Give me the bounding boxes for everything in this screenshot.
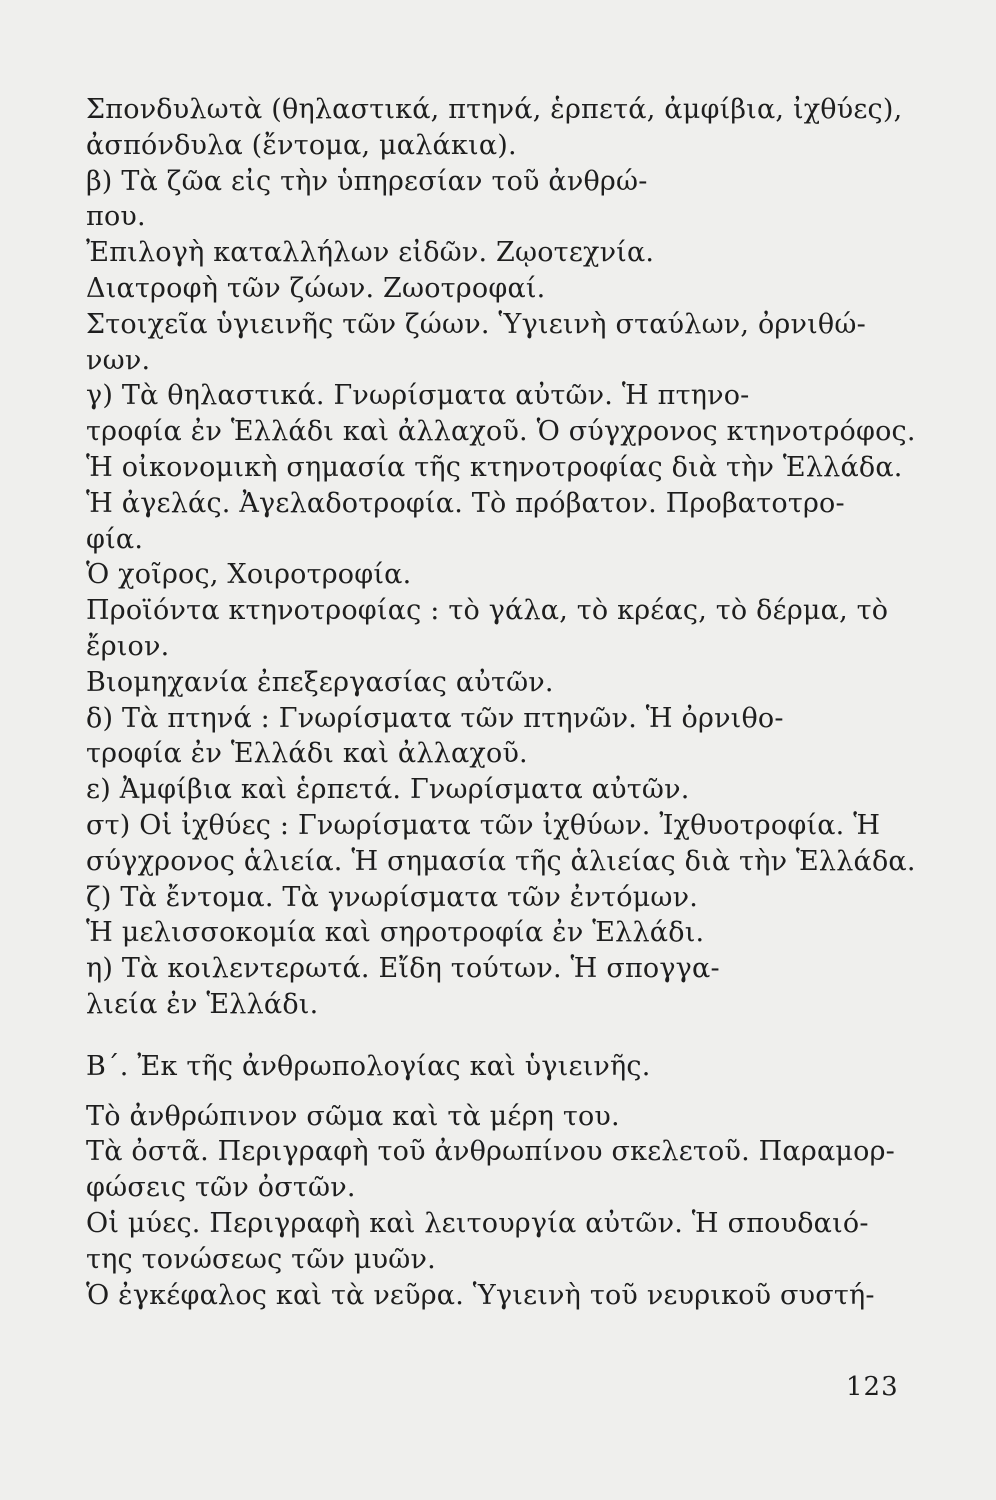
- text-line: Ἡ ἀγελάς. Ἀγελαδοτροφία. Τὸ πρόβατον. Προβατοτρο-: [86, 487, 845, 519]
- text-line: Διατροφὴ τῶν ζώων. Ζωοτροφαί.: [86, 272, 546, 304]
- text-line: Τὰ ὀστᾶ. Περιγραφὴ τοῦ ἀνθρωπίνου σκελετοῦ. Παραμορ-: [86, 1136, 895, 1168]
- text-line: Ὁ χοῖρος, Χοιροτροφία.: [86, 559, 412, 591]
- text-line: β) Τὰ ζῶα εἰς τὴν ὑπηρεσίαν τοῦ ἀνθρώ-: [86, 165, 648, 197]
- text-line: Ἡ οἰκονομικὴ σημασία τῆς κτηνοτροφίας διὰ τὴν Ἑλλάδα.: [86, 451, 903, 483]
- text-line: Προϊόντα κτηνοτροφίας : τὸ γάλα, τὸ κρέας, τὸ δέρμα, τὸ: [86, 595, 889, 627]
- text-line: ζ) Τὰ ἔντομα. Τὰ γνωρίσματα τῶν ἐντόμων.: [86, 881, 699, 913]
- text-line: Στοιχεῖα ὑγιεινῆς τῶν ζώων. Ὑγιεινὴ σταύλων, ὀρνιθώ-: [86, 308, 866, 340]
- text-line: Τὸ ἀνθρώπινον σῶμα καὶ τὰ μέρη του.: [86, 1100, 620, 1132]
- text-line: ἀσπόνδυλα (ἔντομα, μαλάκια).: [86, 129, 517, 161]
- section-heading: Β΄. Ἐκ τῆς ἀνθρωπολογίας καὶ ὑγιεινῆς.: [86, 1050, 651, 1082]
- text-line: Βιομηχανία ἐπεξεργασίας αὐτῶν.: [86, 666, 554, 698]
- text-line: τροφία ἐν Ἑλλάδι καὶ ἀλλαχοῦ. Ὁ σύγχρονος κτηνοτρόφος.: [86, 416, 916, 448]
- text-line: η) Τὰ κοιλεντερωτά. Εἴδη τούτων. Ἡ σπογγα-: [86, 953, 720, 985]
- text-line: στ) Οἱ ἰχθύες : Γνωρίσματα τῶν ἰχθύων. Ἰχθυοτροφία. Ἡ: [86, 809, 881, 841]
- text-line: Ἐπιλογὴ καταλλήλων εἰδῶν. Ζῳοτεχνία.: [86, 237, 655, 269]
- text-line: φία.: [86, 523, 144, 555]
- text-line: Ἡ μελισσοκομία καὶ σηροτροφία ἐν Ἑλλάδι.: [86, 917, 705, 949]
- text-line: της τονώσεως τῶν μυῶν.: [86, 1243, 436, 1275]
- text-line: ε) Ἀμφίβια καὶ ἑρπετά. Γνωρίσματα αὐτῶν.: [86, 774, 690, 806]
- text-line: που.: [86, 201, 146, 233]
- text-line: φώσεις τῶν ὀστῶν.: [86, 1172, 356, 1204]
- page-number: 123: [846, 1372, 899, 1402]
- text-line: δ) Τὰ πτηνά : Γνωρίσματα τῶν πτηνῶν. Ἡ ὀρνιθο-: [86, 702, 784, 734]
- text-line: τροφία ἐν Ἑλλάδι καὶ ἀλλαχοῦ.: [86, 738, 528, 770]
- text-line: σύγχρονος ἁλιεία. Ἡ σημασία τῆς ἁλιείας διὰ τὴν Ἑλλάδα.: [86, 845, 916, 877]
- page-body-text: [86, 92, 916, 1313]
- text-line: Σπονδυλωτὰ (θηλαστικά, πτηνά, ἑρπετά, ἀμφίβια, ἰχθύες),: [86, 94, 903, 125]
- text-line: λιεία ἐν Ἑλλάδι.: [86, 988, 319, 1020]
- text-line: νων.: [86, 344, 151, 376]
- text-line: Οἱ μύες. Περιγραφὴ καὶ λειτουργία αὐτῶν. Ἡ σπουδαιό-: [86, 1207, 869, 1239]
- text-line: ἔριον.: [86, 630, 170, 662]
- text-line: γ) Τὰ θηλαστικά. Γνωρίσματα αὐτῶν. Ἡ πτηνο-: [86, 380, 750, 412]
- text-line: Ὁ ἐγκέφαλος καὶ τὰ νεῦρα. Ὑγιεινὴ τοῦ νευρικοῦ συστή-: [86, 1279, 875, 1311]
